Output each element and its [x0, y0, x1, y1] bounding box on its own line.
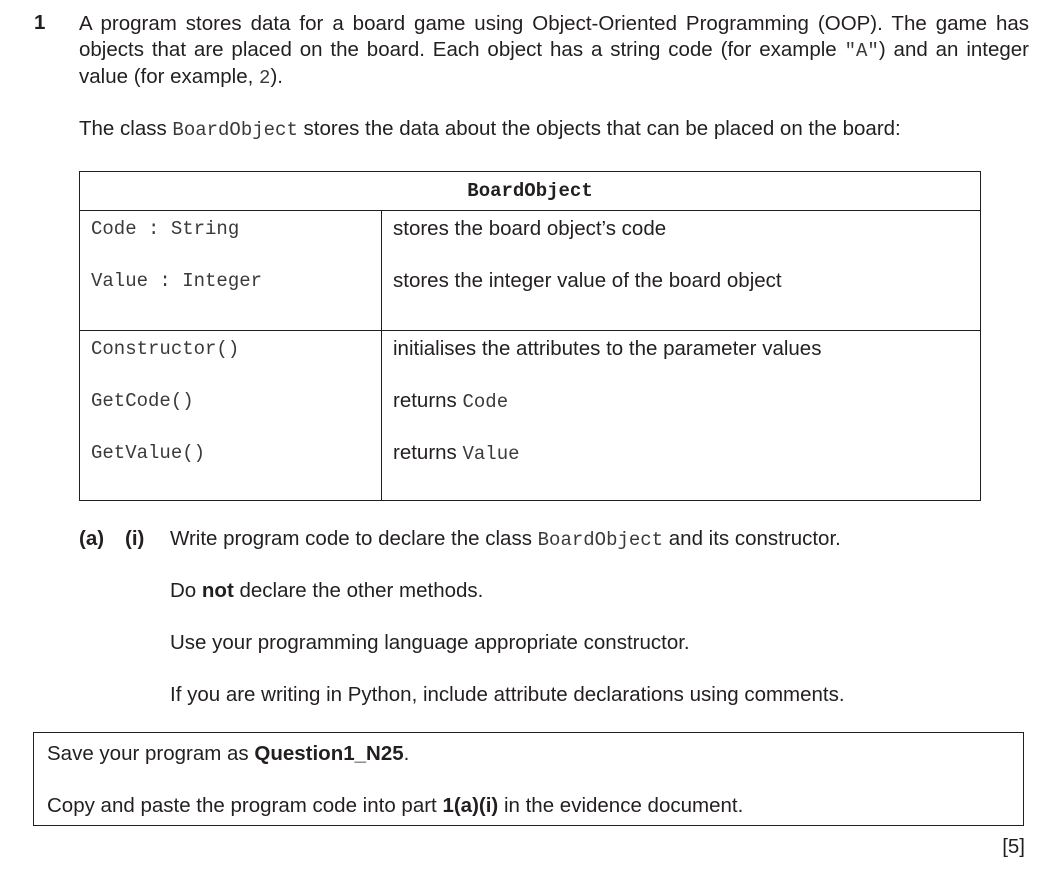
instruction-line-2	[170, 579, 483, 603]
intro-text-1: A program stores data for a board game using Object-Oriented Programming (OOP). The game has objects that are placed on the board. Each object has a string code (for example	[79, 12, 1029, 61]
instruction-2-text-2: declare the other methods.	[233, 579, 484, 602]
class-diagram-title: BoardObject	[80, 172, 981, 211]
part-a-label: (a)	[79, 527, 105, 550]
question-number: 1	[34, 11, 46, 34]
class-intro-text-1: The class	[79, 117, 173, 140]
intro-text-3: ).	[270, 65, 283, 88]
instruction-line-1	[170, 527, 841, 551]
evidence-box	[33, 732, 1024, 826]
evidence-1-text-1: Save your program as	[47, 742, 255, 765]
instruction-1-class-name: BoardObject	[537, 529, 664, 551]
instruction-2-text-1: Do	[170, 579, 202, 602]
instruction-2-bold: not	[201, 579, 234, 602]
attribute-descriptions-cell	[382, 211, 981, 331]
instruction-1-text-2: and its constructor.	[663, 527, 841, 550]
marks-label: [5]	[1002, 835, 1025, 858]
class-intro-text-2: stores the data about the objects that can be placed on the board:	[297, 117, 901, 140]
intro-text-2: ) and an integer value (for example,	[79, 38, 1029, 88]
evidence-2-part-ref: 1(a)(i)	[442, 794, 499, 817]
question-intro	[79, 11, 1029, 91]
method-getcode-desc-code: Code	[462, 391, 509, 413]
evidence-line-1	[47, 742, 409, 766]
attributes-cell	[80, 211, 382, 331]
attribute-value-description: stores the integer value of the board object	[393, 269, 782, 292]
part-i-label: (i)	[125, 527, 145, 550]
method-descriptions-cell	[382, 331, 981, 501]
instruction-line-3: Use your programming language appropriate constructor.	[170, 631, 690, 654]
attribute-value: Value : Integer	[91, 270, 263, 292]
evidence-1-text-2: .	[403, 742, 410, 765]
method-getcode-description	[393, 391, 980, 443]
instruction-line-4: If you are writing in Python, include attribute declarations using comments.	[170, 683, 845, 706]
instruction-1-text-1: Write program code to declare the class	[170, 527, 538, 550]
attribute-code: Code : String	[91, 218, 240, 240]
method-getvalue: GetValue()	[91, 442, 206, 464]
evidence-2-text-2: in the evidence document.	[498, 794, 744, 817]
method-constructor-description	[393, 339, 980, 391]
method-getcode: GetCode()	[91, 390, 194, 412]
intro-value-example: 2	[259, 67, 271, 89]
method-getcode-desc-text: returns	[393, 389, 463, 412]
intro-code-example: "A"	[844, 40, 879, 62]
evidence-1-program-name: Question1_N25	[254, 742, 404, 765]
methods-cell	[80, 331, 382, 501]
attribute-code-description: stores the board object’s code	[393, 217, 667, 240]
evidence-2-text-1: Copy and paste the program code into part	[47, 794, 443, 817]
evidence-line-2	[47, 794, 743, 818]
class-intro-class-name: BoardObject	[172, 119, 298, 141]
method-getvalue-desc-text: returns	[393, 441, 463, 464]
method-getvalue-description	[393, 443, 980, 495]
method-constructor: Constructor()	[91, 338, 240, 360]
class-diagram-table	[79, 171, 981, 501]
method-constructor-desc-text: initialises the attributes to the parameter values	[393, 337, 822, 360]
class-intro	[79, 116, 1029, 143]
method-getvalue-desc-code: Value	[462, 443, 520, 465]
